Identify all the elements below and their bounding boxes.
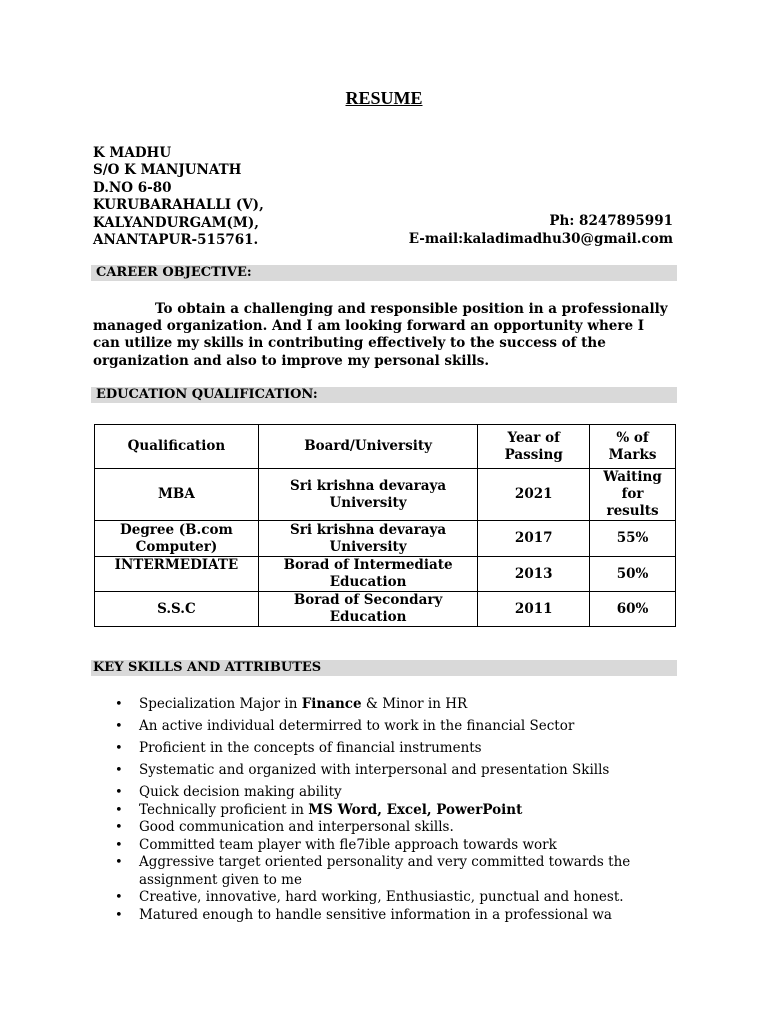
table-row <box>95 557 676 592</box>
list-item: • Proficient in the concepts of financial instruments <box>93 740 683 758</box>
education-heading: EDUCATION QUALIFICATION: <box>91 387 677 403</box>
page-title: RESUME <box>345 88 423 108</box>
list-item: • Matured enough to handle sensitive information in a professional wa <box>93 907 683 925</box>
contact-village: KURUBARAHALLI (V), <box>93 197 264 214</box>
list-item: • Creative, innovative, hard working, Enthusiastic, punctual and honest. <box>93 889 683 907</box>
cell-board: Sri krishna devaraya University <box>258 521 478 557</box>
career-objective-text: To obtain a challenging and responsible position in a professionally managed organization. And I am looking forward an opportunity where I can utilize my skills in contributing effectively to the success of the organization and also to improve my personal skills. <box>93 301 668 369</box>
header-marks: % of Marks <box>590 425 676 469</box>
contact-parent: S/O K MANJUNATH <box>93 162 242 179</box>
contact-district: ANANTAPUR-515761. <box>93 232 259 249</box>
contact-email: E-mail:kaladimadhu30@gmail.com <box>408 231 673 247</box>
list-item: • Technically proficient in MS Word, Excel, PowerPoint <box>93 802 683 820</box>
contact-name: K MADHU <box>93 145 172 161</box>
cell-qualification: Degree (B.com Computer) <box>95 521 259 557</box>
contact-door-no: D.NO 6-80 <box>93 179 172 196</box>
cell-marks: Waiting for results <box>590 469 676 521</box>
cell-year: 2021 <box>478 469 590 521</box>
cell-year: 2011 <box>478 592 590 627</box>
contact-mandal: KALYANDURGAM(M), <box>93 214 259 231</box>
cell-qualification: S.S.C <box>95 592 259 627</box>
cell-board: Borad of Intermediate Education <box>258 557 478 592</box>
header-year: Year of Passing <box>478 425 590 469</box>
cell-board: Borad of Secondary Education <box>258 592 478 627</box>
contact-phone: Ph: 8247895991 <box>549 213 673 229</box>
list-item: • Committed team player with fle7ible approach towards work <box>93 837 683 855</box>
contact-block <box>93 145 264 249</box>
skills-heading: KEY SKILLS AND ATTRIBUTES <box>91 660 677 676</box>
cell-year: 2013 <box>478 557 590 592</box>
cell-marks: 55% <box>590 521 676 557</box>
table-header-row <box>95 425 676 469</box>
list-item: • An active individual determirred to work in the financial Sector <box>93 718 683 736</box>
education-table <box>94 424 676 627</box>
list-item: • Specialization Major in Finance & Minor in HR <box>93 696 683 714</box>
skills-list <box>93 696 683 924</box>
list-item: • Aggressive target oriented personality and very committed towards the assignment given to me <box>93 854 683 889</box>
cell-marks: 60% <box>590 592 676 627</box>
list-item: • Good communication and interpersonal skills. <box>93 819 683 837</box>
cell-board: Sri krishna devaraya University <box>258 469 478 521</box>
header-qualification: Qualification <box>95 425 259 469</box>
table-row <box>95 469 676 521</box>
header-board: Board/University <box>258 425 478 469</box>
list-item: • Systematic and organized with interpersonal and presentation Skills <box>93 762 683 780</box>
career-objective-heading: CAREER OBJECTIVE: <box>91 265 677 281</box>
table-row <box>95 592 676 627</box>
table-row <box>95 521 676 557</box>
list-item: • Quick decision making ability <box>93 784 683 802</box>
cell-qualification: INTERMEDIATE <box>95 557 259 592</box>
cell-qualification: MBA <box>95 469 259 521</box>
cell-year: 2017 <box>478 521 590 557</box>
cell-marks: 50% <box>590 557 676 592</box>
